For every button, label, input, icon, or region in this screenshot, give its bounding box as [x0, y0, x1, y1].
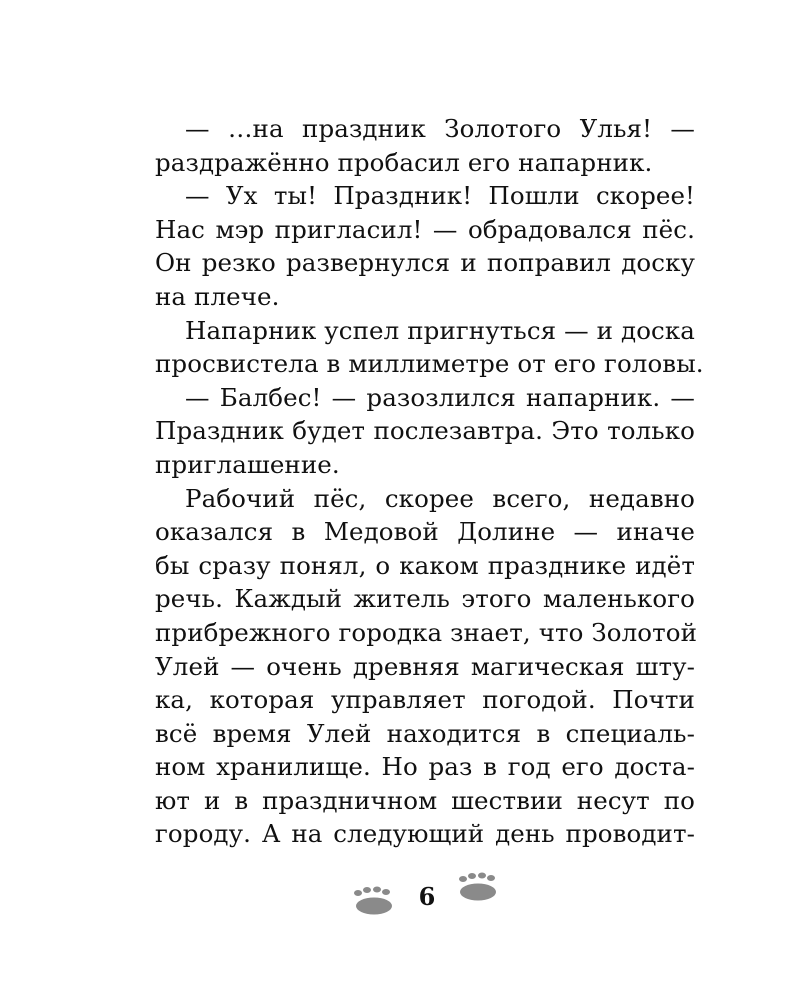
text-line: ют и в праздничном шествии несут по: [155, 785, 695, 815]
text-line: на плече.: [155, 281, 280, 311]
text-line: просвистела в миллиметре от его головы.: [155, 349, 704, 379]
page-footer: [0, 872, 800, 922]
paw-print-icon: [456, 872, 500, 902]
text-line: Улей — очень древняя магическая шту-: [155, 651, 695, 681]
text-line: всё время Улей находится в специаль-: [155, 718, 695, 748]
text-line: бы сразу понял, о каком празднике идёт: [155, 550, 695, 580]
text-line: Нас мэр пригласил! — обрадовался пёс.: [155, 214, 695, 244]
text-line: оказался в Медовой Долине — иначе: [155, 517, 695, 547]
text-line: Напарник успел пригнуться — и доска: [185, 315, 695, 345]
text-line: Праздник будет послезавтра. Это только: [155, 416, 695, 446]
text-line: прибрежного городка знает, что Золотой: [155, 617, 698, 647]
text-line: ка, которая управляет погодой. Почти: [155, 685, 695, 715]
text-line: — Ух ты! Праздник! Пошли скорее!: [185, 181, 695, 211]
text-line: — Балбес! — разозлился напарник. —: [185, 382, 695, 412]
text-line: раздражённо пробасил его напарник.: [155, 147, 653, 177]
text-line: ном хранилище. Но раз в год его доста-: [155, 752, 695, 782]
page-number: 6: [418, 882, 436, 911]
text-line: приглашение.: [155, 449, 340, 479]
text-line: Рабочий пёс, скорее всего, недавно: [185, 483, 695, 513]
text-line: — …на праздник Золотого Улья! —: [185, 114, 695, 143]
text-line: городу. А на следующий день проводит-: [155, 819, 695, 849]
paw-print-icon: [352, 886, 396, 916]
body-text: [155, 112, 704, 851]
text-line: речь. Каждый житель этого маленького: [155, 584, 695, 614]
text-line: Он резко развернулся и поправил доску: [155, 248, 695, 278]
